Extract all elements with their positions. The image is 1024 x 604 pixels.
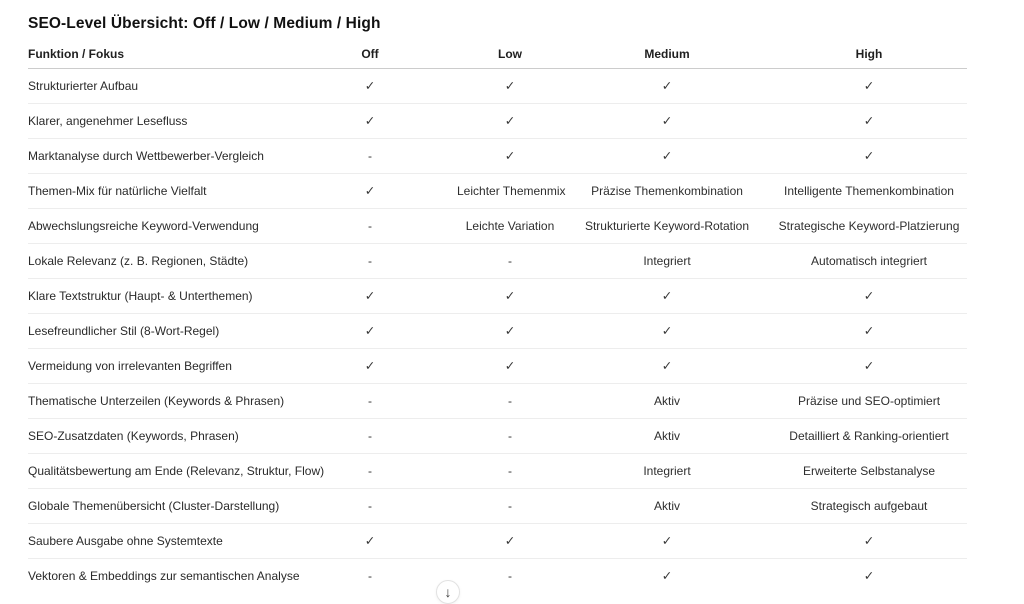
cell-off: - — [368, 253, 372, 268]
arrow-down-icon: ↓ — [444, 584, 452, 600]
table-row — [28, 173, 967, 208]
cell-low: ✓ — [504, 79, 516, 93]
cell-medium: ✓ — [661, 534, 673, 548]
row-label: Saubere Ausgabe ohne Systemtexte — [28, 533, 223, 548]
cell-high: Intelligente Themenkombination — [784, 183, 954, 198]
table-row — [28, 558, 967, 593]
cell-medium: Aktiv — [653, 498, 680, 513]
cell-low: - — [508, 568, 512, 583]
row-label: Strukturierter Aufbau — [28, 78, 139, 93]
cell-high: Strategisch aufgebaut — [810, 498, 928, 513]
cell-low: - — [508, 463, 512, 478]
cell-off: - — [368, 568, 372, 583]
cell-off: ✓ — [364, 184, 376, 198]
row-label: Lokale Relevanz (z. B. Regionen, Städte) — [28, 253, 249, 268]
cell-low: ✓ — [504, 359, 516, 373]
table-row — [28, 278, 967, 313]
cell-high: ✓ — [863, 569, 875, 584]
column-header-high: High — [855, 47, 883, 62]
row-label: Lesefreundlicher Stil (8-Wort-Regel) — [28, 323, 220, 338]
cell-low: ✓ — [504, 289, 516, 303]
cell-medium: ✓ — [661, 114, 673, 128]
cell-low: - — [508, 253, 512, 268]
table-row — [28, 68, 967, 103]
cell-medium: Integriert — [643, 253, 691, 268]
cell-low: - — [508, 498, 512, 513]
cell-high: ✓ — [863, 79, 875, 93]
cell-high: ✓ — [863, 149, 875, 163]
cell-low: ✓ — [504, 534, 516, 548]
table-body — [28, 68, 967, 593]
row-label: Globale Themenübersicht (Cluster-Darstellung) — [28, 498, 280, 513]
cell-off: - — [368, 393, 372, 408]
cell-medium: ✓ — [661, 324, 673, 338]
row-label: Themen-Mix für natürliche Vielfalt — [28, 183, 207, 198]
cell-medium: ✓ — [661, 79, 673, 93]
row-label: Marktanalyse durch Wettbewerber-Vergleich — [28, 148, 264, 163]
cell-off: - — [368, 463, 372, 478]
cell-high: Präzise und SEO-optimiert — [797, 393, 941, 408]
row-label: Vektoren & Embeddings zur semantischen Analyse — [28, 568, 300, 583]
table-row — [28, 418, 967, 453]
table-row — [28, 523, 967, 558]
table-row — [28, 138, 967, 173]
row-label: Abwechslungsreiche Keyword-Verwendung — [28, 218, 259, 233]
cell-high: Strategische Keyword-Platzierung — [778, 218, 960, 233]
cell-low: ✓ — [504, 149, 516, 163]
page-title: SEO-Level Übersicht: Off / Low / Medium / High — [28, 15, 381, 32]
row-label: Klare Textstruktur (Haupt- & Unterthemen) — [28, 288, 253, 303]
row-label: Qualitätsbewertung am Ende (Relevanz, Struktur, Flow) — [28, 463, 325, 478]
cell-high: ✓ — [863, 534, 875, 548]
cell-high: Detailliert & Ranking-orientiert — [789, 428, 949, 443]
cell-off: - — [368, 148, 372, 163]
cell-medium: Strukturierte Keyword-Rotation — [584, 218, 750, 233]
cell-off: ✓ — [364, 359, 376, 373]
cell-low: - — [508, 393, 512, 408]
cell-off: - — [368, 428, 372, 443]
cell-off: ✓ — [364, 324, 376, 338]
cell-medium: ✓ — [661, 569, 673, 584]
table-row — [28, 103, 967, 138]
cell-high: ✓ — [863, 289, 875, 303]
cell-high: Automatisch integriert — [810, 253, 928, 268]
cell-high: Erweiterte Selbstanalyse — [802, 463, 936, 478]
cell-off: - — [368, 498, 372, 513]
cell-medium: ✓ — [661, 149, 673, 163]
row-label: Thematische Unterzeilen (Keywords & Phrasen) — [28, 393, 285, 408]
cell-medium: Präzise Themenkombination — [591, 183, 743, 198]
table-row — [28, 383, 967, 418]
table-row — [28, 243, 967, 278]
scroll-down-button[interactable] — [436, 580, 460, 604]
table-row — [28, 488, 967, 523]
cell-off: ✓ — [364, 114, 376, 128]
column-header-off: Off — [361, 47, 379, 62]
cell-high: ✓ — [863, 359, 875, 373]
cell-low: Leichter Themenmix — [457, 183, 566, 198]
cell-low: - — [508, 428, 512, 443]
cell-high: ✓ — [863, 324, 875, 338]
cell-high: ✓ — [863, 114, 875, 128]
table-row — [28, 453, 967, 488]
cell-off: - — [368, 218, 372, 233]
cell-medium: Aktiv — [653, 393, 680, 408]
row-label: SEO-Zusatzdaten (Keywords, Phrasen) — [28, 428, 239, 443]
cell-low: Leichte Variation — [465, 218, 555, 233]
cell-medium: ✓ — [661, 289, 673, 303]
table-row — [28, 348, 967, 383]
column-header-funktion: Funktion / Fokus — [28, 47, 124, 62]
column-header-medium: Medium — [644, 47, 690, 62]
cell-off: ✓ — [364, 289, 376, 303]
row-label: Vermeidung von irrelevanten Begriffen — [28, 358, 232, 373]
table-header-row — [28, 41, 967, 68]
cell-medium: ✓ — [661, 359, 673, 373]
table-row — [28, 208, 967, 243]
cell-low: ✓ — [504, 324, 516, 338]
cell-off: ✓ — [364, 534, 376, 548]
column-header-low: Low — [498, 47, 522, 62]
seo-level-table — [28, 41, 967, 593]
cell-medium: Aktiv — [653, 428, 680, 443]
row-label: Klarer, angenehmer Lesefluss — [28, 113, 188, 128]
table-row — [28, 313, 967, 348]
cell-off: ✓ — [364, 79, 376, 93]
cell-low: ✓ — [504, 114, 516, 128]
cell-medium: Integriert — [643, 463, 691, 478]
